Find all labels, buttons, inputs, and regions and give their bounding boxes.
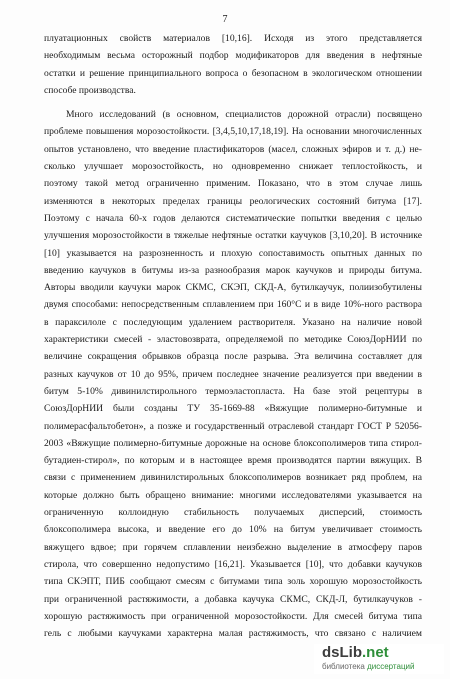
dslib-logo: dsLib.net bbox=[322, 644, 389, 661]
text-line: величине сокращения обрывков образца после разрыва. Эта величина составляет для bbox=[44, 351, 422, 363]
text-line: при ограниченной растяжимости, а добавка каучука СКМС, СКД-Л, бутилкаучуков - bbox=[44, 593, 422, 605]
text-line: характеристики смесей - эластовозврата, определяемой по методике СоюзДорНИИ по bbox=[44, 334, 422, 346]
page-number: 7 bbox=[222, 14, 228, 25]
text-line: связи с применением дивинилстирольных блоксополимеров возникает ряд проблем, на bbox=[44, 472, 422, 484]
text-line: разных каучуков от 10 до 95%, причем последнее значение реализуется при введении в bbox=[44, 368, 422, 380]
text-line: опытов установлено, что введение пластификаторов (масел, сложных эфиров и т. д.) не- bbox=[44, 143, 422, 155]
body-text bbox=[44, 30, 422, 642]
text-line: стирола, что совершенно недопустимо [16,21]. Указывается [10], что добавки каучуков bbox=[44, 558, 422, 570]
text-line: проблеме повышения морозостойкости. [3,4,5,10,17,18,19]. На основании многочисленных bbox=[44, 126, 422, 138]
text-line: хорошую растяжимость при ограниченной морозостойкости. Для смесей битума типа bbox=[44, 610, 422, 622]
text-line: остатки и решение принципиального вопроса о безопасном в экологическом отношении bbox=[44, 67, 422, 79]
text-line: Поэтому с начала 60-х годов делаются систематические попытки введения с целью bbox=[44, 212, 422, 224]
text-line: бутадиен-стирол», по которым и в настоящее время производятся партии вяжущих. В bbox=[44, 455, 422, 467]
text-line: двумя способами: непосредственным сплавлением при 160°С и в виде 10%-ного раствора bbox=[44, 299, 422, 311]
text-line: сколько улучшает морозостойкость, но одновременно снижает теплостойкость, и bbox=[44, 161, 422, 173]
text-line: Много исследований (в основном, специалистов дорожной отрасли) посвящено bbox=[66, 109, 422, 121]
text-line: битум 5-10% дивинилстирольного термоэластопласта. На базе этой рецептуры в bbox=[44, 385, 422, 397]
text-line: блоксополимера высока, и введение его до 10% на битум увеличивает стоимость bbox=[44, 524, 422, 536]
text-line: ограниченную коллоидную стабильность получаемых дисперсий, стоимость bbox=[44, 507, 422, 519]
text-line: изменяются в некоторых пределах границы реологических состояний битума [17]. bbox=[44, 195, 422, 207]
text-line: которые должно быть обращено внимание: многими исследователями указывается на bbox=[44, 489, 422, 501]
text-line: 2003 «Вяжущие полимерно-битумные дорожные на основе блоксополимеров типа стирол- bbox=[44, 437, 422, 449]
text-line: плуатационных свойств материалов [10,16]. Исходя из этого представляется bbox=[44, 33, 422, 44]
text-line: улучшения морозостойкости в тяжелые нефтяные остатки каучуков [3,10,20]. В источнике bbox=[44, 230, 422, 242]
text-line: в параксилоле с последующим удалением растворителя. Указано на наличие новой bbox=[44, 316, 422, 328]
text-line: типа СКЭПТ, ПИБ сообщают смесям с битумами типа золь хорошую морозостойкость bbox=[44, 576, 422, 588]
dslib-watermark[interactable] bbox=[314, 644, 444, 674]
text-line: способе производства. bbox=[44, 84, 136, 96]
text-line: [10] указывается на разрозненность и плохую сопоставимость опытных данных по bbox=[44, 247, 422, 259]
text-line: необходимым весьма осторожный подбор модификаторов для введения в нефтяные bbox=[44, 50, 422, 62]
text-line: вяжущего вдвое; при горячем сплавлении неизбежно выделение в атмосферу паров bbox=[44, 541, 422, 553]
dslib-tagline: библиотека диссертаций bbox=[322, 662, 415, 671]
text-line: поэтому такой метод ограниченно применим. Показано, что в этом случае лишь bbox=[44, 178, 422, 190]
text-line: введению каучуков в битумы из-за разнообразия марок каучуков и природы битума. bbox=[44, 264, 422, 276]
text-line: Авторы вводили каучуки марок СКМС, СКЭП, СКД-А, бутилкаучук, полиизобутилены bbox=[44, 282, 422, 294]
text-line: гель с любыми каучуками характерна малая растяжимость, что связано с наличием bbox=[44, 628, 422, 640]
text-line: полимерасфальтобетон», а позже и государственный отраслевой стандарт ГОСТ Р 52056- bbox=[44, 420, 422, 432]
text-line: СоюзДорНИИ были созданы ТУ 35-1669-88 «Вяжущие полимерно-битумные и bbox=[44, 403, 422, 415]
